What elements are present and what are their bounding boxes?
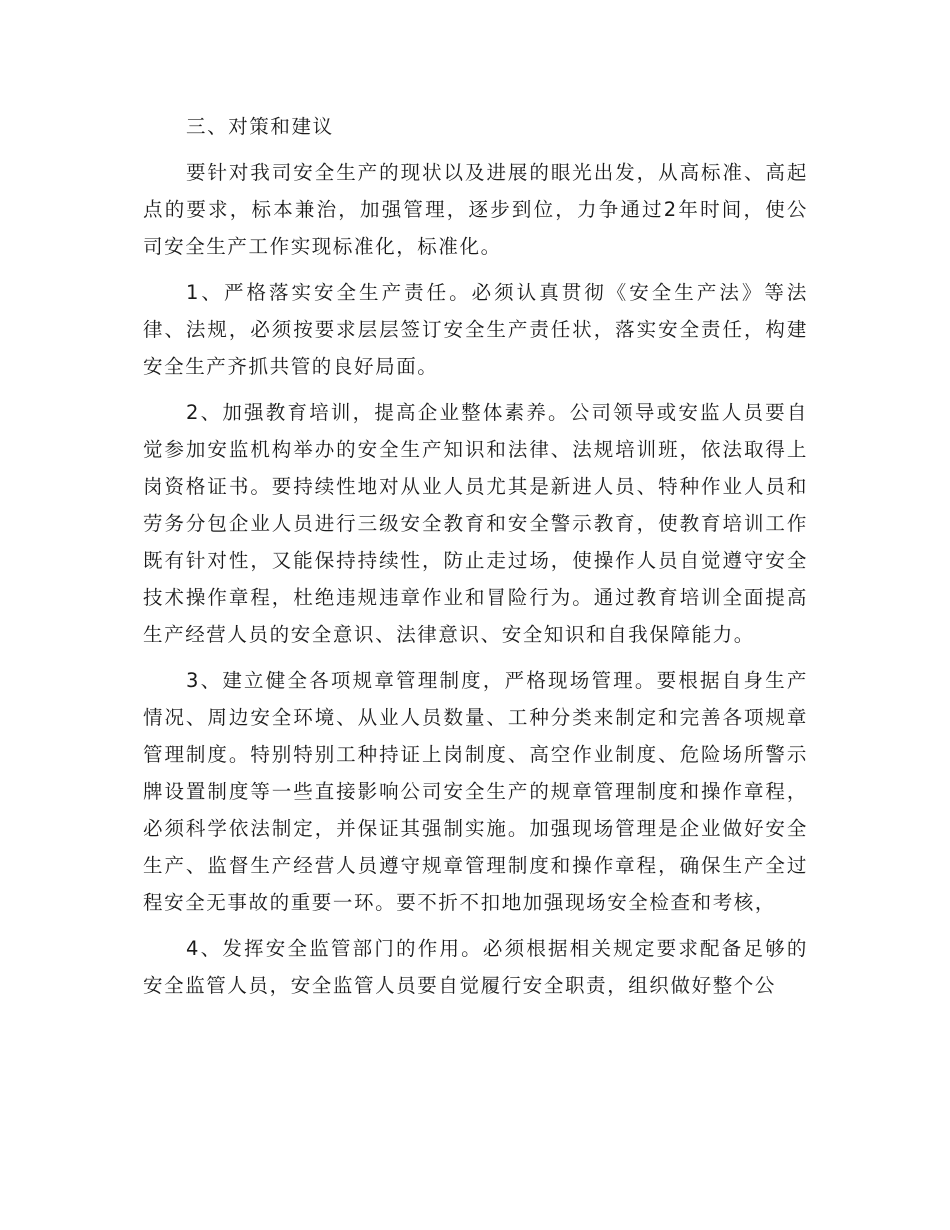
paragraph-intro: 要针对我司安全生产的现状以及进展的眼光出发，从高标准、高起点的要求，标本兼治，加强管理，逐步到位，力争通过2年时间，使公司安全生产工作实现标准化，标准化。 — [143, 161, 808, 258]
section-heading: 三、对策和建议 — [186, 115, 334, 138]
paragraph-item-2: 2、加强教育培训，提高企业整体素养。公司领导或安监人员要自觉参加安监机构举办的安全生产知识和法律、法规培训班，依法取得上岗资格证书。要持续性地对从业人员尤其是新进人员、特种作业人员和劳务分包企业人员进行三级安全教育和安全警示教育，使教育培训工作既有针对性，又能保持持续性，防止走过场，使操作人员自觉遵守安全技术操作章程，杜绝违规违章作业和冒险行为。通过教育培训全面提高生产经营人员的安全意识、法律意识、安全知识和自我保障能力。 — [143, 401, 808, 646]
paragraph-item-3: 3、建立健全各项规章管理制度，严格现场管理。要根据自身生产情况、周边安全环境、从业人员数量、工种分类来制定和完善各项规章管理制度。特别特别工种持证上岗制度、高空作业制度、危险场所警示牌设置制度等一些直接影响公司安全生产的规章管理制度和操作章程，必须科学依法制定，并保证其强制实施。加强现场管理是企业做好安全生产、监督生产经营人员遵守规章管理制度和操作章程，确保生产全过程安全无事故的重要一环。要不折不扣地加强现场安全检查和考核， — [143, 669, 808, 914]
paragraph-item-1: 1、严格落实安全生产责任。必须认真贯彻《安全生产法》等法律、法规，必须按要求层层签订安全生产责任状，落实安全责任，构建安全生产齐抓共管的良好局面。 — [143, 281, 808, 378]
paragraph-item-4: 4、发挥安全监管部门的作用。必须根据相关规定要求配备足够的安全监管人员，安全监管人员要自觉履行安全职责，组织做好整个公 — [143, 937, 808, 997]
document-body — [143, 108, 808, 1013]
